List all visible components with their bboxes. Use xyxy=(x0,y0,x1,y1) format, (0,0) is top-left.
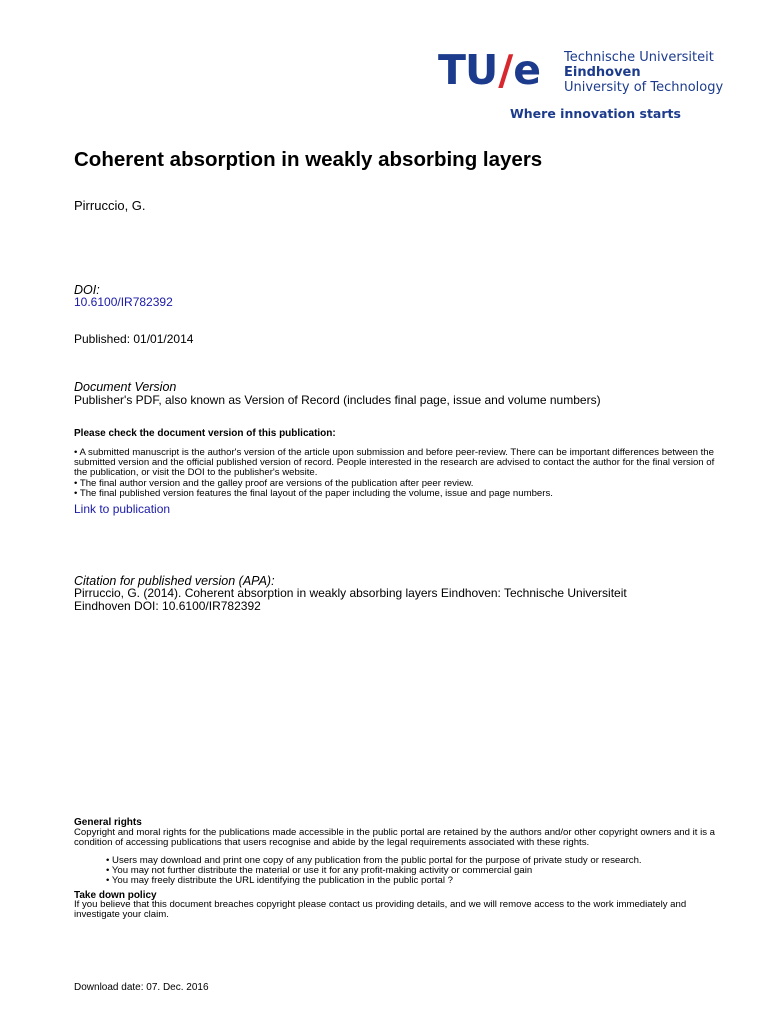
logo-line-1: Technische Universiteit xyxy=(564,50,714,65)
general-rights-text: Copyright and moral rights for the publications made accessible in the public portal are retained by the authors and/or other copyright owners and it is a condition of accessing publications that users recognise and abide by the legal requirements associated with these rights. xyxy=(74,827,716,849)
document-version-label: Document Version xyxy=(74,380,177,394)
logo-line-2: Eindhoven xyxy=(564,65,641,80)
document-title: Coherent absorption in weakly absorbing layers xyxy=(74,148,543,171)
document-version-value: Publisher's PDF, also known as Version of Record (includes final page, issue and volume numbers) xyxy=(74,393,601,407)
list-item: • You may freely distribute the URL identifying the publication in the public portal ? xyxy=(106,875,453,887)
link-to-publication[interactable]: Link to publication xyxy=(74,502,171,516)
list-item: • The final author version and the galley proof are versions of the publication after peer review. xyxy=(74,477,474,489)
logo-line-3: University of Technology xyxy=(564,80,724,95)
logo-tagline: Where innovation starts xyxy=(510,106,681,121)
logo-text xyxy=(564,50,723,95)
take-down-heading: Take down policy xyxy=(74,890,157,901)
list-item: • You may not further distribute the material or use it for any profit-making activity or commercial gain xyxy=(106,865,533,877)
citation-label: Citation for published version (APA): xyxy=(74,574,275,588)
general-rights-list xyxy=(106,856,726,887)
citation-text: Pirruccio, G. (2014). Coherent absorption in weakly absorbing layers Eindhoven: Technische Universiteit Eindhoven DOI: 10.6100/IR782392 xyxy=(74,586,627,613)
doi-link[interactable]: 10.6100/IR782392 xyxy=(74,295,173,309)
logo-mark-tu: TU xyxy=(438,46,498,94)
check-version-heading: Please check the document version of this publication: xyxy=(74,428,336,439)
check-version-list xyxy=(74,448,724,499)
published-date: Published: 01/01/2014 xyxy=(74,332,194,346)
list-item: • The final published version features the final layout of the paper including the volume, issue and page numbers. xyxy=(74,487,553,499)
general-rights-heading: General rights xyxy=(74,817,142,828)
logo-mark-slash: / xyxy=(498,46,513,94)
tue-logo xyxy=(438,44,728,124)
download-date: Download date: 07. Dec. 2016 xyxy=(74,982,209,993)
doi-label: DOI: xyxy=(74,283,100,297)
author: Pirruccio, G. xyxy=(74,198,146,213)
list-item: • A submitted manuscript is the author's version of the article upon submission and before peer-review. There can be important differences between the submitted version and the official published version of record. People interested in the research are advised to contact the author for the final version of the publication, or visit the DOI to the publisher's website. xyxy=(74,447,715,479)
take-down-text: If you believe that this document breaches copyright please contact us providing details, and we will remove access to the work immediately and investigate your claim. xyxy=(74,899,687,921)
logo-mark-e: e xyxy=(513,46,541,94)
list-item: • Users may download and print one copy of any publication from the public portal for the purpose of private study or research. xyxy=(106,855,642,866)
logo-mark xyxy=(438,46,541,94)
